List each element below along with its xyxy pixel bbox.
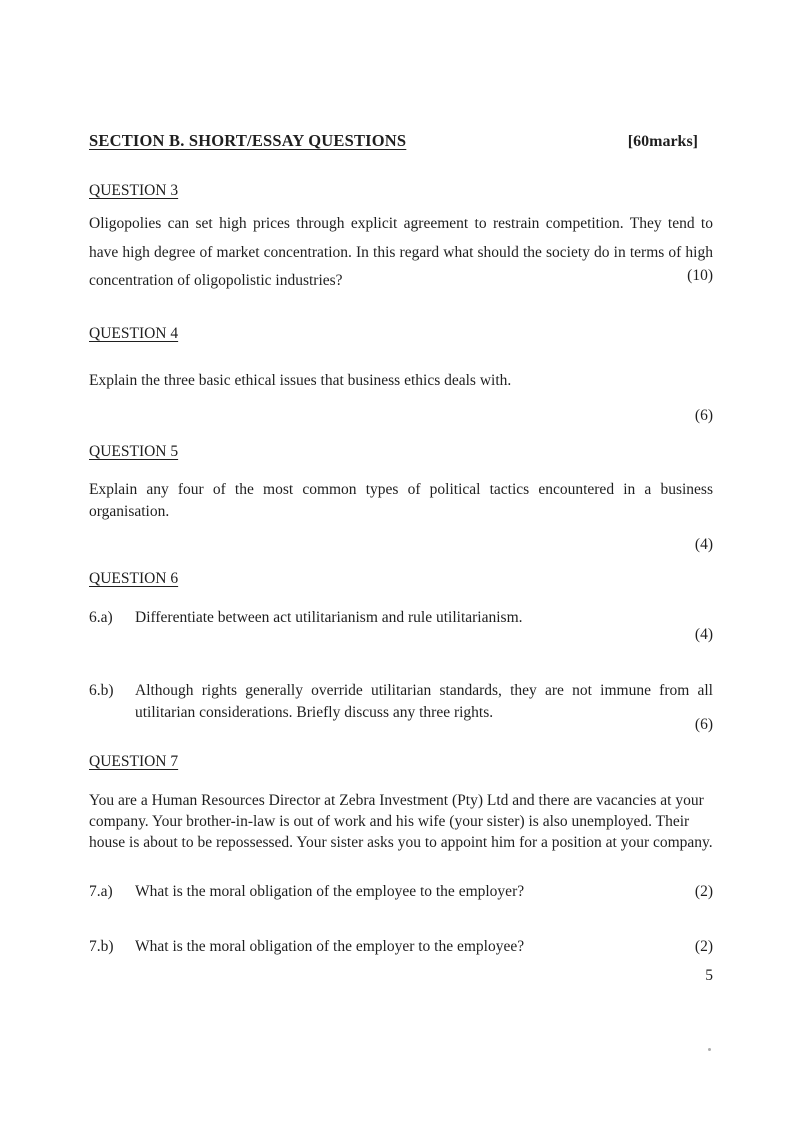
question-7a-marks: (2) <box>694 883 713 900</box>
question-7a-row <box>89 881 713 903</box>
page-number: 5 <box>705 967 713 984</box>
question-7b-row <box>89 936 713 958</box>
question-7b-text: What is the moral obligation of the employer to the employee? <box>135 938 525 955</box>
question-4-marks: (6) <box>694 407 713 424</box>
question-4-heading: QUESTION 4 <box>89 325 179 342</box>
question-6a-marks: (4) <box>694 626 713 643</box>
section-title: SECTION B. SHORT/ESSAY QUESTIONS <box>89 131 407 150</box>
question-6b-label: 6.b) <box>89 682 114 699</box>
section-total-marks: [60marks] <box>627 133 698 150</box>
question-5-marks: (4) <box>694 536 713 553</box>
question-6-heading: QUESTION 6 <box>89 570 179 587</box>
question-7b-label: 7.b) <box>89 938 114 955</box>
question-5-heading: QUESTION 5 <box>89 443 179 460</box>
question-6b-marks: (6) <box>694 716 713 733</box>
question-3-heading: QUESTION 3 <box>89 182 179 199</box>
question-4-body: Explain the three basic ethical issues that business ethics deals with. <box>89 372 512 389</box>
question-7a-text: What is the moral obligation of the employee to the employer? <box>135 883 525 900</box>
question-7-body: You are a Human Resources Director at Zebra Investment (Pty) Ltd and there are vacancies at your company. Your brother-in-law is out of work and his wife (your sister) is also unemployed. Their house is about to be repossessed. Your sister asks you to appoint him for a position at your company. <box>89 792 713 851</box>
section-header <box>89 131 713 151</box>
scan-artifact-dot <box>708 1048 711 1051</box>
question-6b-text: Although rights generally override utilitarian standards, they are not immune from all utilitarian considerations. Briefly discuss any three rights. <box>135 682 713 721</box>
question-6a-text: Differentiate between act utilitarianism and rule utilitarianism. <box>135 609 523 626</box>
question-3-marks: (10) <box>687 267 713 284</box>
question-3-body: Oligopolies can set high prices through explicit agreement to restrain competition. They tend to have high degree of market concentration. In this regard what should the society do in terms of high concentration of oligopolistic industries? <box>89 215 713 289</box>
question-7-heading: QUESTION 7 <box>89 753 179 770</box>
question-6a-label: 6.a) <box>89 609 113 626</box>
question-7b-marks: (2) <box>694 938 713 955</box>
question-5-body: Explain any four of the most common types of political tactics encountered in a business organisation. <box>89 481 713 520</box>
question-7a-label: 7.a) <box>89 883 113 900</box>
